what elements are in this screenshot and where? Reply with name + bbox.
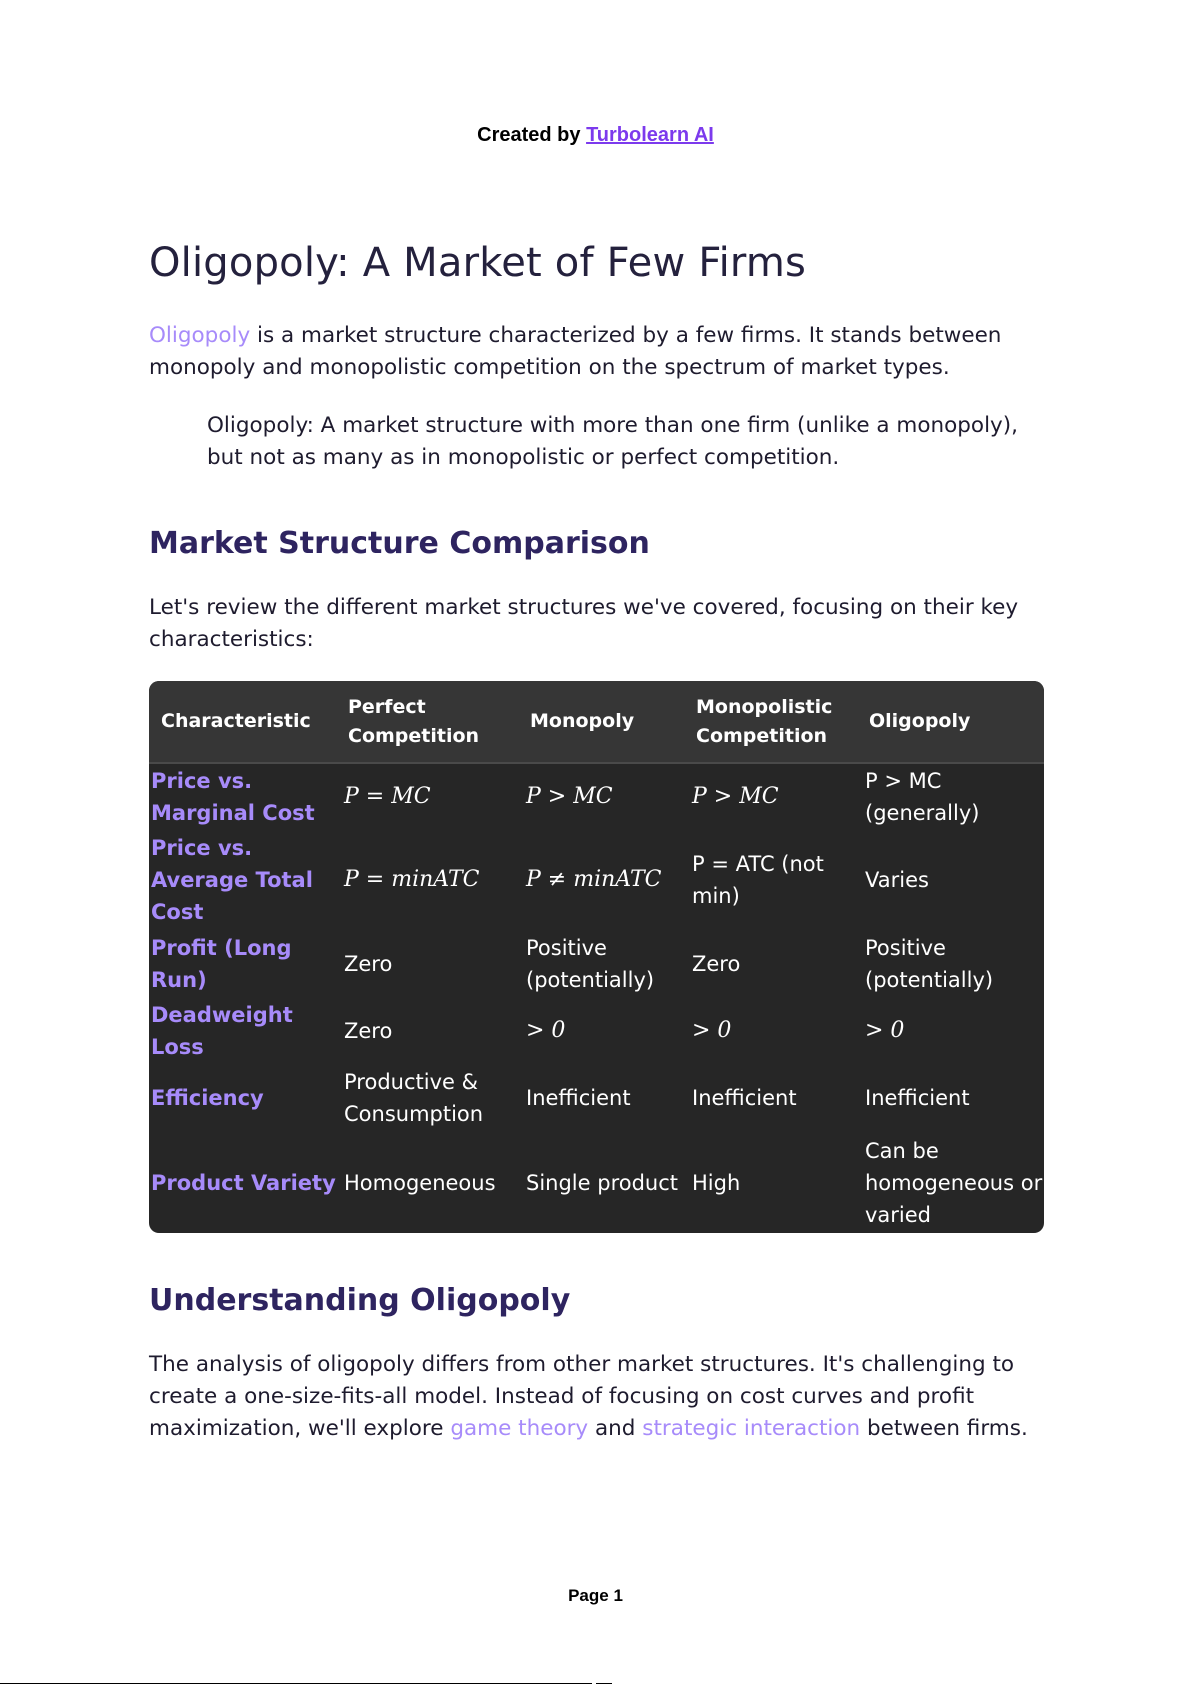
understanding-text-b: and	[588, 1416, 643, 1441]
table-row	[149, 997, 1044, 1064]
table-cell: Homogeneous	[344, 1170, 496, 1195]
header-cell: Monopoly	[518, 681, 684, 763]
table-header-row	[149, 681, 1044, 763]
table-cell: High	[692, 1170, 741, 1195]
header-cell: Monopolistic Competition	[684, 681, 857, 763]
section-heading-understanding: Understanding Oligopoly	[149, 1283, 571, 1318]
bottom-rule	[0, 1683, 592, 1684]
turbolearn-link[interactable]: Turbolearn AI	[586, 124, 714, 146]
table-cell: P > MC (generally)	[865, 769, 980, 825]
table-cell: P > MC	[692, 784, 779, 809]
table-cell: Varies	[865, 868, 929, 892]
table-row	[149, 1132, 1044, 1233]
table-cell: Inefficient	[526, 1086, 631, 1110]
understanding-text-a: The analysis of oligopoly differs from other market structures. It's challenging to create a one-size-fits-all model. Instead of focusing on cost curves and profit maximization, we'll explore	[149, 1352, 1015, 1441]
table-cell: Zero	[344, 951, 393, 976]
table-cell: P > MC	[526, 784, 613, 809]
table-cell: > 0	[692, 1017, 732, 1043]
header-cell: Characteristic	[149, 681, 336, 763]
table-cell: > 0	[526, 1017, 566, 1043]
table-row	[149, 930, 1044, 997]
understanding-text-c: between firms.	[860, 1416, 1028, 1441]
page-title: Oligopoly: A Market of Few Firms	[149, 240, 807, 286]
page-number: Page 1	[568, 1586, 623, 1605]
table-cell: Zero	[692, 951, 741, 976]
table-row	[149, 830, 1044, 930]
understanding-paragraph	[149, 1349, 1029, 1445]
definition-quote: Oligopoly: A market structure with more than one firm (unlike a monopoly), but not as many as in monopolistic or perfect competition.	[207, 413, 1018, 470]
bottom-rule	[596, 1683, 612, 1684]
table-cell: Can be homogeneous or varied	[865, 1138, 1043, 1227]
table-cell: Productive & Consumption	[344, 1070, 484, 1126]
term-game-theory: game theory	[450, 1416, 589, 1441]
comparison-table	[149, 681, 1044, 1233]
table-row	[149, 1064, 1044, 1132]
table-cell: Zero	[344, 1018, 393, 1043]
header-cell: Oligopoly	[857, 681, 1044, 763]
row-label: Price vs. Marginal Cost	[151, 769, 315, 825]
row-label: Product Variety	[151, 1170, 336, 1195]
table-cell: > 0	[865, 1017, 905, 1043]
table-cell: Inefficient	[865, 1086, 970, 1110]
comparison-intro: Let's review the different market structures we've covered, focusing on their key characteristics:	[149, 595, 1019, 652]
table-cell: P = minATC	[344, 867, 480, 892]
row-label: Profit (Long Run)	[151, 935, 292, 992]
row-label: Deadweight Loss	[151, 1002, 293, 1059]
term-strategic-interaction: strategic interaction	[642, 1416, 861, 1441]
header-cell: Perfect Competition	[336, 681, 518, 763]
header-prefix: Created by	[477, 124, 587, 146]
table-cell: P ≠ minATC	[526, 867, 662, 892]
row-label: Price vs. Average Total Cost	[151, 836, 313, 924]
intro-paragraph	[149, 320, 1029, 384]
row-label: Efficiency	[151, 1086, 264, 1110]
table-cell: Positive (potentially)	[526, 935, 655, 992]
table-cell: P = ATC (not min)	[692, 852, 824, 908]
table-cell: Single product	[526, 1170, 679, 1195]
table-cell: Positive (potentially)	[865, 935, 994, 992]
page-header	[0, 124, 1191, 147]
term-oligopoly: Oligopoly	[149, 323, 251, 348]
table-cell: Inefficient	[692, 1086, 797, 1110]
table-row	[149, 763, 1044, 830]
table-cell: P = MC	[344, 784, 431, 809]
intro-text: is a market structure characterized by a few firms. It stands between monopoly and monopolistic competition on the spectrum of market types.	[149, 323, 1002, 380]
section-heading-comparison: Market Structure Comparison	[149, 526, 650, 561]
